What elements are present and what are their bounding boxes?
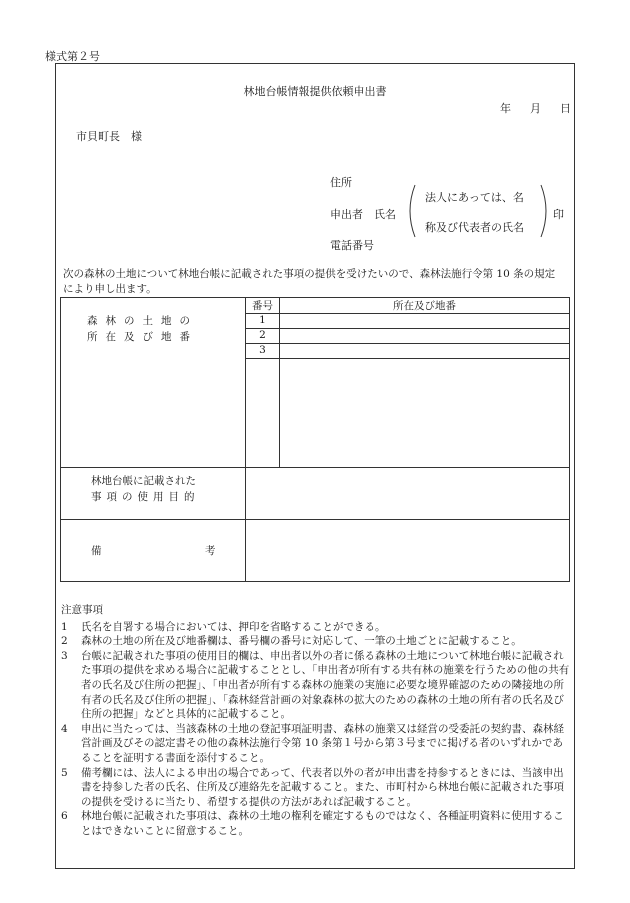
date-year-label: 年 — [500, 102, 511, 115]
location-input-blank[interactable] — [280, 359, 570, 468]
note-text: 申出に当たっては、当該森林の土地の登記事項証明書、森林の施業又は経営の受委託の契約書、森林経営計画及びその認定書その他の森林法施行令第 10 条第１号から第３号までに掲げる者のいずれかであることを証明する書面を添付すること。 — [81, 722, 564, 764]
note-item — [61, 634, 573, 649]
form-number: 様式第２号 — [45, 50, 100, 63]
notes-section — [61, 603, 573, 839]
note-number: 2 — [61, 635, 68, 648]
location-label-line2: 所在及び地番 — [87, 331, 198, 343]
seal-mark: 印 — [553, 208, 564, 221]
location-header: 所在及び地番 — [280, 298, 570, 314]
date-month-label: 月 — [530, 102, 541, 115]
remarks-input[interactable] — [246, 520, 570, 582]
note-text: 氏名を自署する場合においては、押印を省略することができる。 — [81, 620, 386, 633]
remarks-label-cell — [61, 520, 246, 582]
note-number: 5 — [61, 766, 68, 779]
row-number-2: 2 — [246, 329, 280, 344]
note-text: 森林の土地の所在及び地番欄は、番号欄の番号に対応して、一筆の土地ごとに記載すること。 — [81, 635, 522, 648]
note-number: 3 — [61, 649, 68, 662]
intro-text: 次の森林の土地について林地台帳に記載された事項の提供を受けたいので、森林法施行令第 10 条の規定により申し出ます。 — [63, 268, 556, 295]
purpose-label-cell — [61, 468, 246, 520]
location-input-3[interactable] — [280, 344, 570, 359]
note-item — [61, 649, 573, 722]
applicant-name-label: 申出者 氏名 — [330, 208, 396, 221]
note-item — [61, 766, 573, 810]
location-label-line1: 森林の土地の — [87, 315, 198, 327]
address-label: 住所 — [330, 176, 352, 189]
note-number: 4 — [61, 722, 68, 735]
note-text: 台帳に記載された事項の使用目的欄は、申出者以外の者に係る森林の土地について林地台帳に記載された事項の提供を求める場合に記載することとし、「申出者が所有する共有林の施業を行うための他の共有者の氏名及び住所の把握」、「申出者が所有する森林の施業の実施に必要な境界確認のための隣接地の所有者の氏名及び住所の把握」、「森林経営計画の対象森林の拡大のための森林の土地の所有者の氏名及び住所の把握」などと具体的に記載すること。 — [81, 649, 570, 721]
location-input-1[interactable] — [280, 314, 570, 329]
note-text: 備考欄には、法人による申出の場合であって、代表者以外の者が申出書を持参するときには、当該申出書を持参した者の氏名、住所及び連絡先を記載すること。また、市町村から林地台帳に記載された事項の提供を受けるに当たり、希望する提供の方法があれば記載すること。 — [81, 766, 564, 808]
location-input-2[interactable] — [280, 329, 570, 344]
remarks-label-char2: 考 — [204, 545, 216, 557]
remarks-label-char1: 備 — [91, 545, 102, 557]
form-title: 林地台帳情報提供依頼申出書 — [243, 85, 387, 98]
note-item — [61, 809, 573, 838]
date-day-label: 日 — [560, 102, 571, 115]
purpose-label-line2: 事項の使用目的 — [91, 491, 200, 503]
notes-heading: 注意事項 — [61, 604, 103, 616]
note-item — [61, 620, 573, 635]
purpose-input[interactable] — [246, 468, 570, 520]
note-number: 1 — [61, 620, 68, 633]
note-item — [61, 722, 573, 766]
corporate-note-line2: 称及び代表者の氏名 — [425, 221, 524, 234]
note-number: 6 — [61, 810, 68, 823]
location-label-cell — [61, 298, 246, 468]
note-text: 林地台帳に記載された事項は、森林の土地の権利を確定するものではなく、各種証明資料に使用することはできないことに留意すること。 — [81, 810, 564, 837]
addressee: 市貝町長 様 — [76, 130, 142, 143]
phone-label: 電話番号 — [330, 239, 374, 252]
corporate-note-line1: 法人にあっては、名 — [425, 191, 524, 204]
row-number-1: 1 — [246, 314, 280, 329]
number-header: 番号 — [246, 298, 280, 314]
row-number-3: 3 — [246, 344, 280, 359]
row-number-blank — [246, 359, 280, 468]
purpose-label-line1: 林地台帳に記載された — [91, 475, 196, 487]
request-table — [60, 297, 570, 582]
